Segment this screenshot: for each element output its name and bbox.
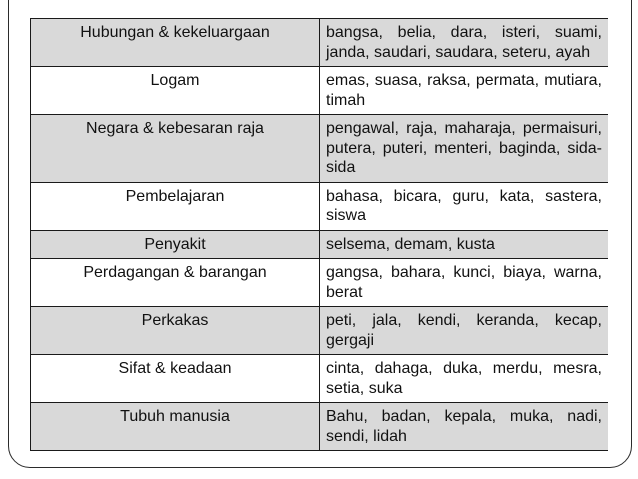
table-row (31, 182, 609, 230)
table-row (31, 403, 609, 451)
category-cell: Logam (31, 67, 320, 115)
category-cell: Negara & kebesaran raja (31, 115, 320, 183)
table-row (31, 19, 609, 67)
category-cell: Tubuh manusia (31, 403, 320, 451)
table-row (31, 355, 609, 403)
words-cell: emas, suasa, raksa, permata, mutiara, timah (320, 67, 609, 115)
table-row (31, 67, 609, 115)
words-cell: selsema, demam, kusta (320, 230, 609, 259)
category-cell: Penyakit (31, 230, 320, 259)
words-cell: bahasa, bicara, guru, kata, sastera, siswa (320, 182, 609, 230)
category-cell: Pembelajaran (31, 182, 320, 230)
category-cell: Hubungan & kekeluargaan (31, 19, 320, 67)
category-cell: Perkakas (31, 307, 320, 355)
vocabulary-table (30, 18, 608, 451)
words-cell: peti, jala, kendi, keranda, kecap, gergaji (320, 307, 609, 355)
words-cell: bangsa, belia, dara, isteri, suami, janda, saudari, saudara, seteru, ayah (320, 19, 609, 67)
words-cell: cinta, dahaga, duka, merdu, mesra, setia, suka (320, 355, 609, 403)
table-container (30, 18, 608, 479)
table-row (31, 259, 609, 307)
table-row (31, 115, 609, 183)
table-row (31, 230, 609, 259)
words-cell: Bahu, badan, kepala, muka, nadi, sendi, lidah (320, 403, 609, 451)
category-cell: Sifat & keadaan (31, 355, 320, 403)
table-row (31, 307, 609, 355)
words-cell: gangsa, bahara, kunci, biaya, warna, berat (320, 259, 609, 307)
words-cell: pengawal, raja, maharaja, permaisuri, putera, puteri, menteri, baginda, sida-sida (320, 115, 609, 183)
category-cell: Perdagangan & barangan (31, 259, 320, 307)
